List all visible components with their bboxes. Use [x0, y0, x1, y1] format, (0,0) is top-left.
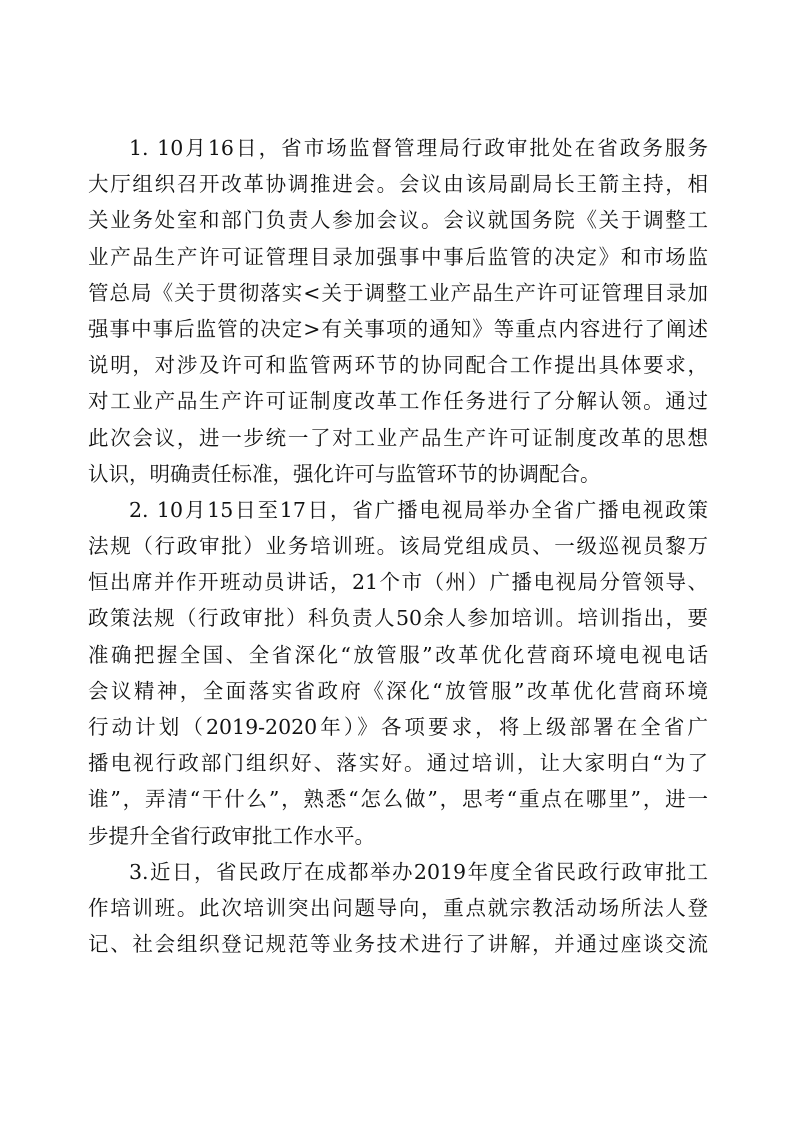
paragraph-3	[88, 854, 708, 963]
text-line: 准确把握全国、全省深化“放管服”改革优化营商环境电视电话	[88, 642, 708, 667]
document-body	[88, 130, 708, 962]
text-line: 3.近日，省民政厅在成都举办2019年度全省民政行政审批工	[129, 859, 708, 884]
text-line: 此次会议，进一步统一了对工业产品生产许可证制度改革的思想	[88, 425, 708, 450]
paragraph-2	[88, 492, 708, 854]
text-line: 步提升全省行政审批工作水平。	[88, 823, 375, 848]
text-line: 认识，明确责任标准，强化许可与监管环节的协调配合。	[88, 461, 601, 486]
text-line: 业产品生产许可证管理目录加强事中事后监管的决定》和市场监	[88, 244, 708, 269]
text-line: 恒出席并作开班动员讲话，21个市（州）广播电视局分管领导、	[88, 570, 708, 595]
text-line: 谁”，弄清“干什么”，熟悉“怎么做”，思考“重点在哪里”，进一	[88, 787, 708, 812]
text-line: 关业务处室和部门负责人参加会议。会议就国务院《关于调整工	[88, 208, 708, 233]
text-line: 大厅组织召开改革协调推进会。会议由该局副局长王箭主持，相	[88, 172, 708, 197]
text-line: 会议精神，全面落实省政府《深化“放管服”改革优化营商环境	[88, 678, 708, 703]
text-line: 管总局《关于贯彻落实<关于调整工业产品生产许可证管理目录加	[88, 280, 708, 305]
text-line: 记、社会组织登记规范等业务技术进行了讲解，并通过座谈交流	[88, 932, 708, 957]
text-line: 对工业产品生产许可证制度改革工作任务进行了分解认领。通过	[88, 389, 708, 414]
text-line: 政策法规（行政审批）科负责人50余人参加培训。培训指出，要	[88, 606, 708, 631]
text-line: 强事中事后监管的决定>有关事项的通知》等重点内容进行了阐述	[88, 316, 708, 341]
text-line: 说明，对涉及许可和监管两环节的协同配合工作提出具体要求，	[88, 353, 708, 378]
text-line: 行动计划（2019-2020年）》各项要求，将上级部署在全省广	[88, 715, 708, 739]
text-line: 播电视行政部门组织好、落实好。通过培训，让大家明白“为了	[88, 751, 708, 776]
text-line: 1. 10月16日，省市场监督管理局行政审批处在省政务服务	[129, 136, 708, 160]
text-line: 法规（行政审批）业务培训班。该局党组成员、一级巡视员黎万	[88, 534, 708, 559]
text-line: 2. 10月15日至17日，省广播电视局举办全省广播电视政策	[129, 497, 708, 522]
paragraph-1	[88, 130, 708, 492]
text-line: 作培训班。此次培训突出问题导向，重点就宗教活动场所法人登	[88, 895, 708, 920]
